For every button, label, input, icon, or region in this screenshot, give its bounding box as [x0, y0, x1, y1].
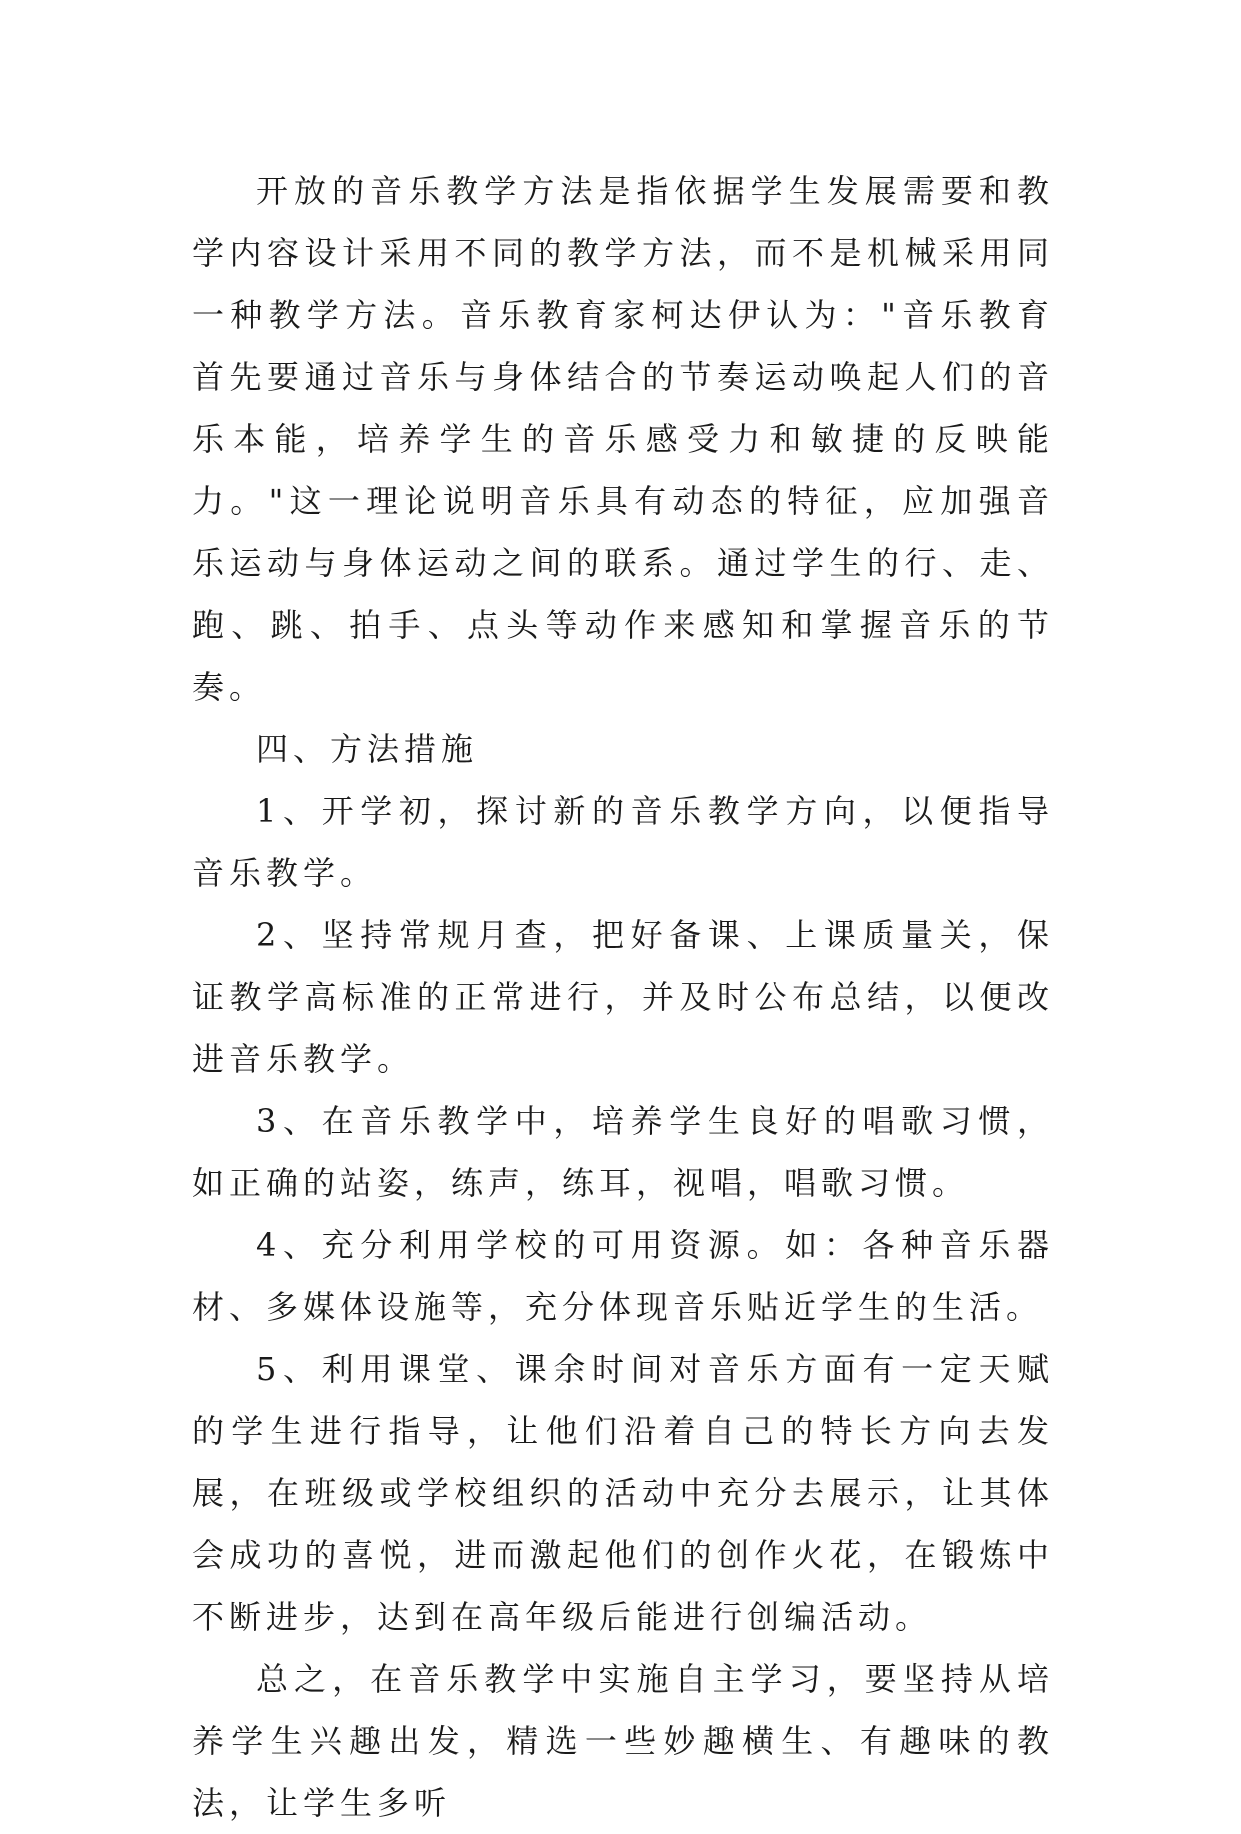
paragraph-conclusion: 总之，在音乐教学中实施自主学习，要坚持从培养学生兴趣出发，精选一些妙趣横生、有趣味的教法，让学生多听	[192, 1660, 1054, 1822]
list-item-5: 5、利用课堂、课余时间对音乐方面有一定天赋的学生进行指导，让他们沿着自己的特长方向去发展，在班级或学校组织的活动中充分去展示，让其体会成功的喜悦，进而激起他们的创作火花，在锻炼中不断进步，达到在高年级后能进行创编活动。	[192, 1350, 1054, 1636]
list-item-2: 2、坚持常规月查，把好备课、上课质量关，保证教学高标准的正常进行，并及时公布总结，以便改进音乐教学。	[192, 916, 1054, 1078]
paragraph-open-teaching-method: 开放的音乐教学方法是指依据学生发展需要和教学内容设计采用不同的教学方法，而不是机械采用同一种教学方法。音乐教育家柯达伊认为："音乐教育首先要通过音乐与身体结合的节奏运动唤起人们的音乐本能，培养学生的音乐感受力和敏捷的反映能力。"这一理论说明音乐具有动态的特征，应加强音乐运动与身体运动之间的联系。通过学生的行、走、跑、跳、拍手、点头等动作来感知和掌握音乐的节奏。	[192, 172, 1054, 706]
list-item-3: 3、在音乐教学中，培养学生良好的唱歌习惯，如正确的站姿，练声，练耳，视唱，唱歌习惯。	[192, 1102, 1054, 1202]
body-text	[192, 160, 1054, 1834]
list-item-4: 4、充分利用学校的可用资源。如：各种音乐器材、多媒体设施等，充分体现音乐贴近学生的生活。	[192, 1226, 1054, 1326]
section-heading-methods: 四、方法措施	[256, 730, 479, 768]
list-item-1: 1、开学初，探讨新的音乐教学方向，以便指导音乐教学。	[192, 792, 1054, 892]
